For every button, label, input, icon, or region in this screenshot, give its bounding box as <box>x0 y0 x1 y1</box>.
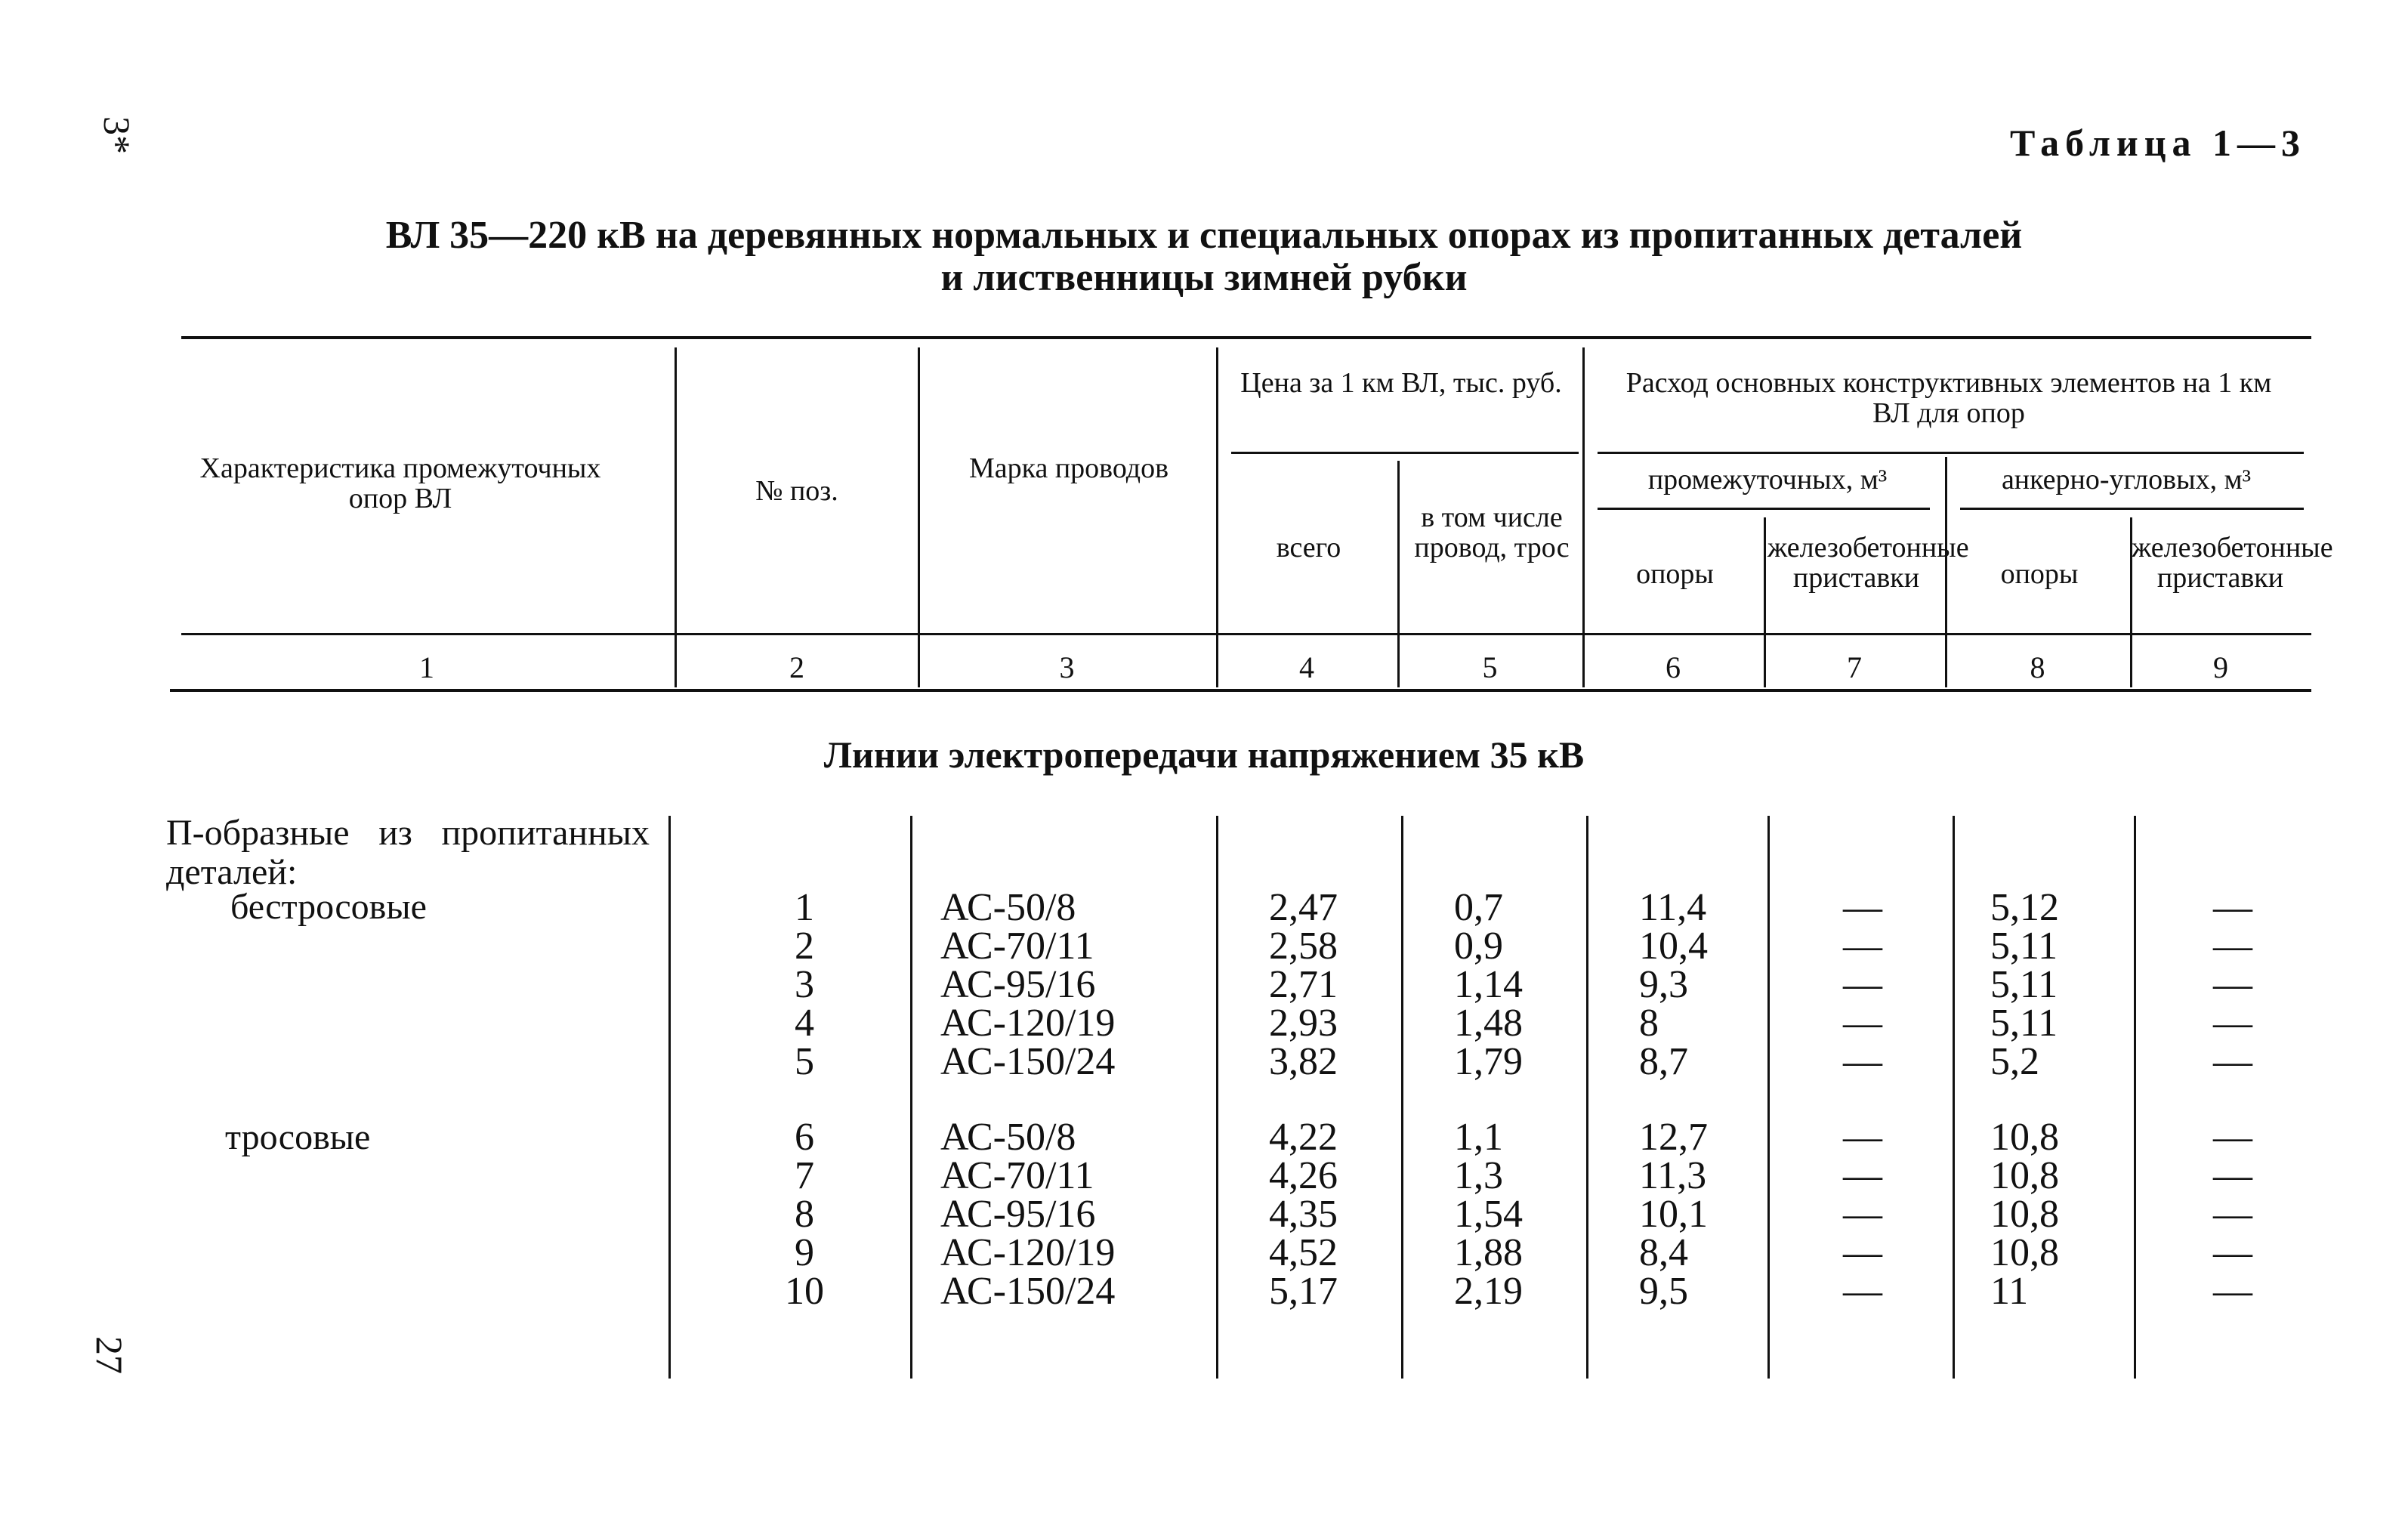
cell-wire: АС-120/19 <box>940 1231 1116 1274</box>
cell-total: 4,26 <box>1269 1154 1338 1197</box>
cell-wire-price: 0,7 <box>1454 886 1503 929</box>
page-title-line2: и лиственницы зимней рубки <box>940 256 1468 299</box>
section-title: Линии электропередачи напряжением 35 кВ <box>823 733 1585 776</box>
colnum-bottom-rule <box>170 689 2311 692</box>
body-vrule-6 <box>1767 816 1770 1379</box>
cell-wire: АС-150/24 <box>940 1270 1116 1313</box>
cell-anchor-rc: — <box>2213 925 2252 968</box>
header-col3: Марка проводов <box>968 452 1169 484</box>
category-sub-1: бестросовые <box>230 887 427 927</box>
cell-total: 2,47 <box>1269 886 1338 929</box>
cell-wire-price: 1,48 <box>1454 1002 1523 1045</box>
price-group-rule <box>1231 452 1579 454</box>
header-rc-a: железобетонные приставки <box>1767 532 1969 594</box>
cell-wire-price: 1,54 <box>1454 1193 1523 1236</box>
col-number-4: 4 <box>1299 650 1314 684</box>
cell-supports: 12,7 <box>1639 1116 1708 1159</box>
category-sub-2: тросовые <box>225 1117 371 1157</box>
cell-anchor-supports: 5,2 <box>1990 1040 2039 1083</box>
header-rc-b: железобетонные приставки <box>2132 532 2333 594</box>
cell-rc: — <box>1843 963 1882 1006</box>
header-col1: Характеристика промежуточных опор ВЛ <box>199 452 601 514</box>
cell-anchor-rc: — <box>2213 1193 2252 1236</box>
cell-supports: 8 <box>1639 1002 1659 1045</box>
cell-anchor-supports: 5,11 <box>1990 1002 2058 1045</box>
body-vrule-5 <box>1586 816 1588 1379</box>
cell-pos: 2 <box>795 925 814 968</box>
cell-wire: АС-50/8 <box>940 1116 1076 1159</box>
cell-total: 5,17 <box>1269 1270 1338 1313</box>
col-number-8: 8 <box>2030 650 2045 684</box>
cell-supports: 8,4 <box>1639 1231 1688 1274</box>
consumption-group-rule <box>1598 452 2304 454</box>
cell-anchor-rc: — <box>2213 1002 2252 1045</box>
header-supports-a: опоры <box>1636 558 1714 590</box>
cell-pos: 6 <box>795 1116 814 1159</box>
cell-pos: 3 <box>795 963 814 1006</box>
vrule-2 <box>918 347 920 687</box>
col-number-1: 1 <box>419 650 434 684</box>
cell-total: 2,93 <box>1269 1002 1338 1045</box>
cell-supports: 9,3 <box>1639 963 1688 1006</box>
cell-rc: — <box>1843 1116 1882 1159</box>
header-bottom-rule <box>181 633 2311 635</box>
table-label: Таблица 1—3 <box>2009 122 2306 164</box>
cell-anchor-supports: 10,8 <box>1990 1193 2059 1236</box>
col-number-7: 7 <box>1847 650 1862 684</box>
col-number-2: 2 <box>789 650 804 684</box>
cell-rc: — <box>1843 1002 1882 1045</box>
cell-wire-price: 1,3 <box>1454 1154 1503 1197</box>
cell-supports: 10,1 <box>1639 1193 1708 1236</box>
cell-anchor-rc: — <box>2213 1116 2252 1159</box>
cell-wire: АС-50/8 <box>940 886 1076 929</box>
cell-wire: АС-120/19 <box>940 1002 1116 1045</box>
cell-wire-price: 0,9 <box>1454 925 1503 968</box>
cell-anchor-rc: — <box>2213 1040 2252 1083</box>
cell-anchor-supports: 5,12 <box>1990 886 2059 929</box>
cell-supports: 11,3 <box>1639 1154 1707 1197</box>
header-col2: № поз. <box>755 475 838 507</box>
table-top-rule <box>181 336 2311 339</box>
cell-supports: 9,5 <box>1639 1270 1688 1313</box>
cell-rc: — <box>1843 1154 1882 1197</box>
cell-anchor-supports: 5,11 <box>1990 963 2058 1006</box>
header-intermediate: промежуточных, м³ <box>1647 464 1888 496</box>
cell-anchor-supports: 10,8 <box>1990 1116 2059 1159</box>
cell-supports: 8,7 <box>1639 1040 1688 1083</box>
cell-wire: АС-70/11 <box>940 1154 1094 1197</box>
body-vrule-4 <box>1401 816 1403 1379</box>
cell-wire-price: 1,79 <box>1454 1040 1523 1083</box>
cell-pos: 7 <box>795 1154 814 1197</box>
cell-anchor-supports: 11 <box>1990 1270 2029 1313</box>
body-vrule-8 <box>2134 816 2136 1379</box>
col-number-9: 9 <box>2213 650 2228 684</box>
vrule-1 <box>675 347 677 687</box>
header-price-wire: в том числе провод, трос <box>1414 502 1570 563</box>
cell-rc: — <box>1843 1270 1882 1313</box>
header-price-group: Цена за 1 км ВЛ, тыс. руб. <box>1240 367 1562 399</box>
cell-total: 2,71 <box>1269 963 1338 1006</box>
cell-wire: АС-95/16 <box>940 1193 1096 1236</box>
cell-anchor-rc: — <box>2213 963 2252 1006</box>
intermediate-rule <box>1598 508 1930 510</box>
header-anchor: анкерно-угловых, м³ <box>2001 464 2252 496</box>
body-vrule-1 <box>668 816 671 1379</box>
cell-pos: 4 <box>795 1002 814 1045</box>
col-number-5: 5 <box>1482 650 1498 684</box>
cell-anchor-rc: — <box>2213 1270 2252 1313</box>
cell-wire-price: 2,19 <box>1454 1270 1523 1313</box>
cell-anchor-supports: 5,11 <box>1990 925 2058 968</box>
cell-supports: 11,4 <box>1639 886 1707 929</box>
cell-supports: 10,4 <box>1639 925 1708 968</box>
cell-anchor-rc: — <box>2213 886 2252 929</box>
cell-total: 4,22 <box>1269 1116 1338 1159</box>
anchor-rule <box>1960 508 2304 510</box>
header-supports-b: опоры <box>2000 558 2079 590</box>
cell-pos: 10 <box>785 1270 824 1313</box>
cell-rc: — <box>1843 1193 1882 1236</box>
cell-pos: 1 <box>795 886 814 929</box>
cell-anchor-rc: — <box>2213 1154 2252 1197</box>
cell-rc: — <box>1843 886 1882 929</box>
cell-total: 2,58 <box>1269 925 1338 968</box>
cell-wire: АС-70/11 <box>940 925 1094 968</box>
cell-pos: 8 <box>795 1193 814 1236</box>
cell-total: 3,82 <box>1269 1040 1338 1083</box>
cell-anchor-supports: 10,8 <box>1990 1154 2059 1197</box>
cell-anchor-supports: 10,8 <box>1990 1231 2059 1274</box>
cell-rc: — <box>1843 1040 1882 1083</box>
page-title-line1: ВЛ 35—220 кВ на деревянных нормальных и специальных опорах из пропитанных деталей <box>385 214 2023 257</box>
category-group: П-образные из пропитанных деталей: <box>166 813 650 892</box>
cell-rc: — <box>1843 1231 1882 1274</box>
header-consumption-group: Расход основных конструктивных элементов на 1 км ВЛ для опор <box>1625 367 2272 429</box>
cell-wire: АС-95/16 <box>940 963 1096 1006</box>
cell-total: 4,35 <box>1269 1193 1338 1236</box>
cell-wire-price: 1,88 <box>1454 1231 1523 1274</box>
cell-wire-price: 1,14 <box>1454 963 1523 1006</box>
col-number-3: 3 <box>1059 650 1075 684</box>
cell-rc: — <box>1843 925 1882 968</box>
body-vrule-3 <box>1216 816 1218 1379</box>
col-number-6: 6 <box>1666 650 1681 684</box>
cell-wire-price: 1,1 <box>1454 1116 1503 1159</box>
vrule-5 <box>1582 347 1585 687</box>
page-number: 27 <box>88 1336 131 1374</box>
cell-anchor-rc: — <box>2213 1231 2252 1274</box>
body-vrule-2 <box>910 816 912 1379</box>
cell-pos: 5 <box>795 1040 814 1083</box>
side-marker-top: 3* <box>96 116 138 154</box>
body-vrule-7 <box>1953 816 1955 1379</box>
cell-pos: 9 <box>795 1231 814 1274</box>
cell-total: 4,52 <box>1269 1231 1338 1274</box>
vrule-3 <box>1216 347 1218 687</box>
cell-wire: АС-150/24 <box>940 1040 1116 1083</box>
header-price-total: всего <box>1276 532 1341 563</box>
